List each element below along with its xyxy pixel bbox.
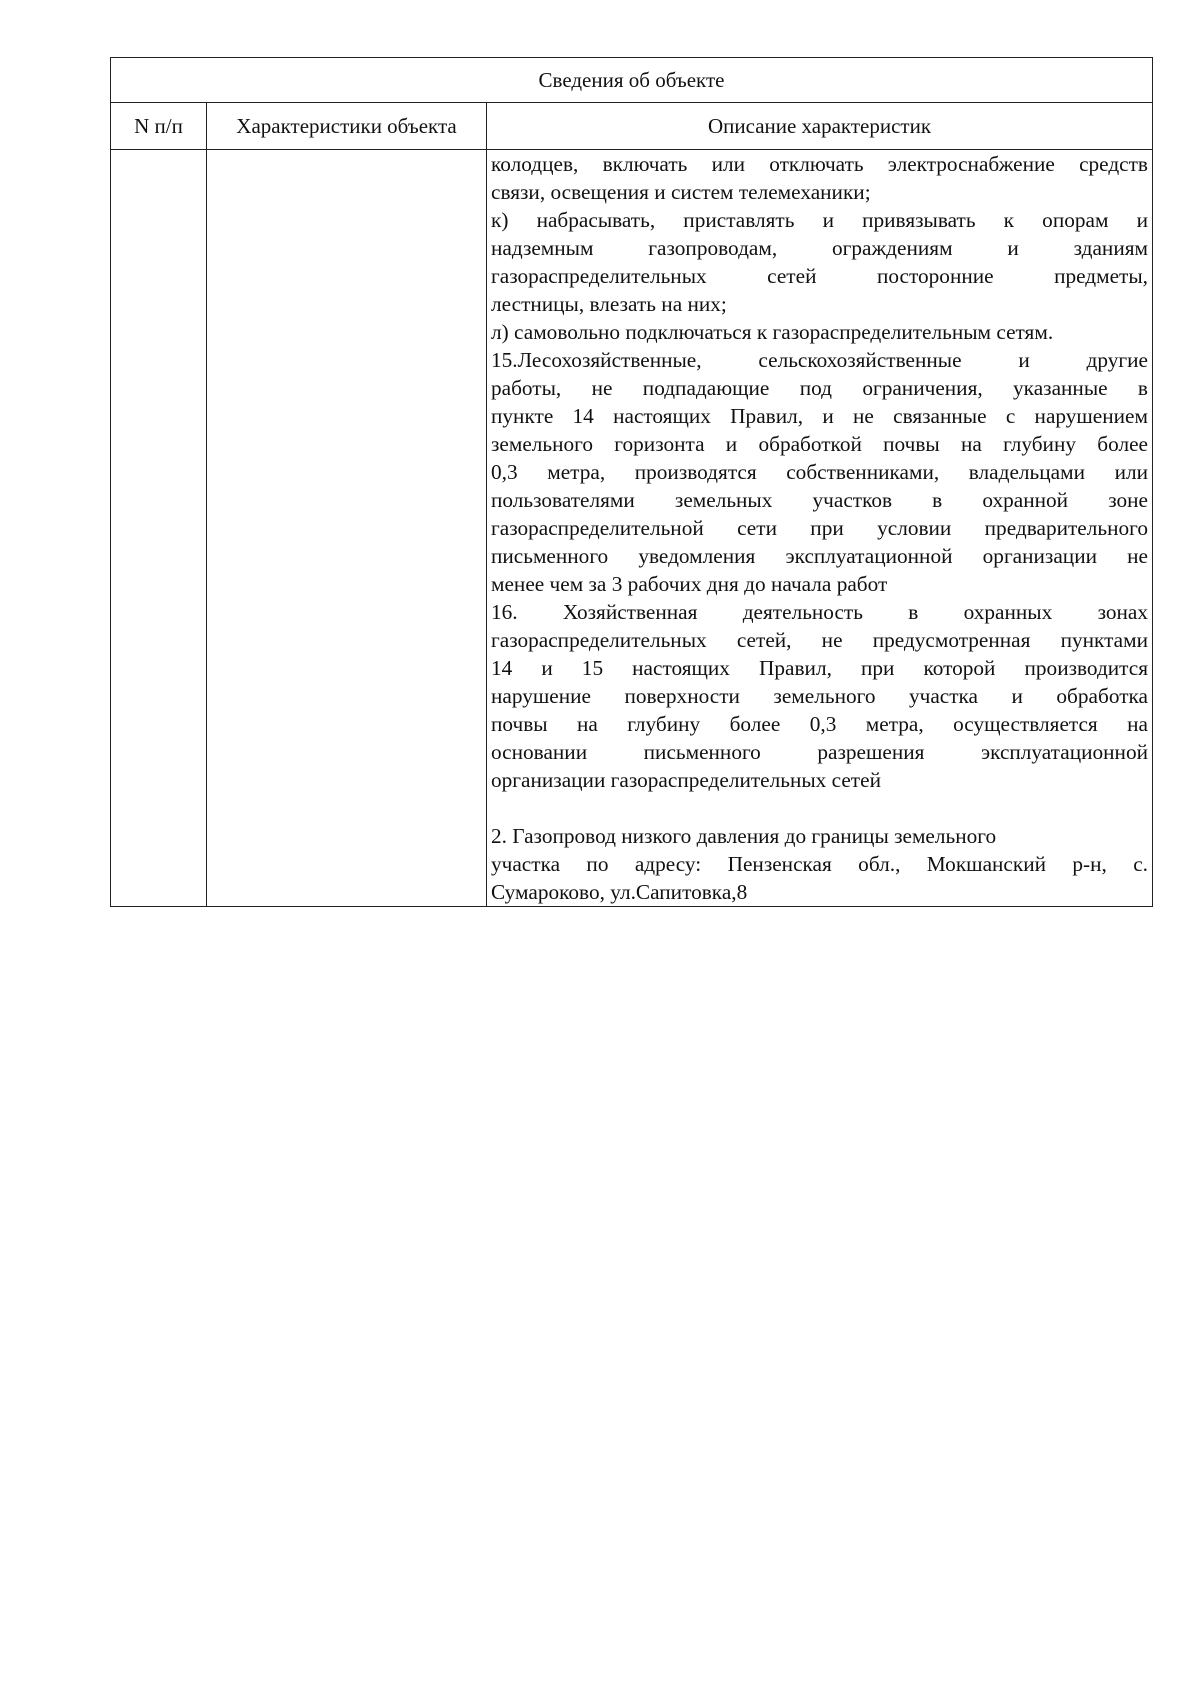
description-line: газораспределительной сети при условии предварительного	[491, 516, 1148, 540]
table-title-row	[111, 58, 1153, 103]
description-line: работы, не подпадающие под ограничения, указанные в	[491, 376, 1148, 400]
description-line: Сумароково, ул.Сапитовка,8	[491, 880, 748, 904]
description-line: колодцев, включать или отключать электроснабжение средств	[491, 152, 1148, 176]
description-line: пользователями земельных участков в охранной зоне	[491, 488, 1148, 512]
description-line: участка по адресу: Пензенская обл., Мокшанский р-н, с.	[491, 852, 1148, 876]
description-line: лестницы, влезать на них;	[491, 292, 727, 316]
cell-number	[111, 150, 207, 907]
description-line: письменного уведомления эксплуатационной организации не	[491, 544, 1148, 568]
header-description: Описание характеристик	[487, 103, 1153, 150]
description-line: менее чем за 3 рабочих дня до начала работ	[491, 572, 888, 596]
description-line: 15.Лесохозяйственные, сельскохозяйственные и другие	[491, 348, 1148, 372]
description-line: нарушение поверхности земельного участка и обработка	[491, 684, 1148, 708]
header-number: N п/п	[111, 103, 207, 150]
cell-characteristics	[207, 150, 487, 907]
description-line: почвы на глубину более 0,3 метра, осуществляется на	[491, 712, 1148, 736]
description-line: 0,3 метра, производятся собственниками, владельцами или	[491, 460, 1148, 484]
table-title: Сведения об объекте	[111, 58, 1153, 103]
description-line: надземным газопроводам, ограждениям и зданиям	[491, 236, 1148, 260]
description-line: газораспределительных сетей посторонние предметы,	[491, 264, 1148, 288]
table-header-row	[111, 103, 1153, 150]
description-text	[491, 150, 1148, 906]
description-line: к) набрасывать, приставлять и привязывать к опорам и	[491, 208, 1148, 232]
object-info-table	[110, 57, 1153, 907]
cell-description	[487, 150, 1153, 907]
description-line: основании письменного разрешения эксплуатационной	[491, 740, 1148, 764]
description-line: пункте 14 настоящих Правил, и не связанные с нарушением	[491, 404, 1148, 428]
description-line: 16. Хозяйственная деятельность в охранных зонах	[491, 600, 1148, 624]
description-line: земельного горизонта и обработкой почвы на глубину более	[491, 432, 1148, 456]
description-line: 2. Газопровод низкого давления до границы земельного	[491, 824, 997, 848]
table-row	[111, 150, 1153, 907]
header-characteristics: Характеристики объекта	[207, 103, 487, 150]
description-line: связи, освещения и систем телемеханики;	[491, 180, 871, 204]
blank-line	[491, 794, 1148, 822]
description-line: 14 и 15 настоящих Правил, при которой производится	[491, 656, 1148, 680]
description-line: организации газораспределительных сетей	[491, 768, 881, 792]
description-line: л) самовольно подключаться к газораспределительным сетям.	[491, 320, 1054, 344]
description-line: газораспределительных сетей, не предусмотренная пунктами	[491, 628, 1148, 652]
